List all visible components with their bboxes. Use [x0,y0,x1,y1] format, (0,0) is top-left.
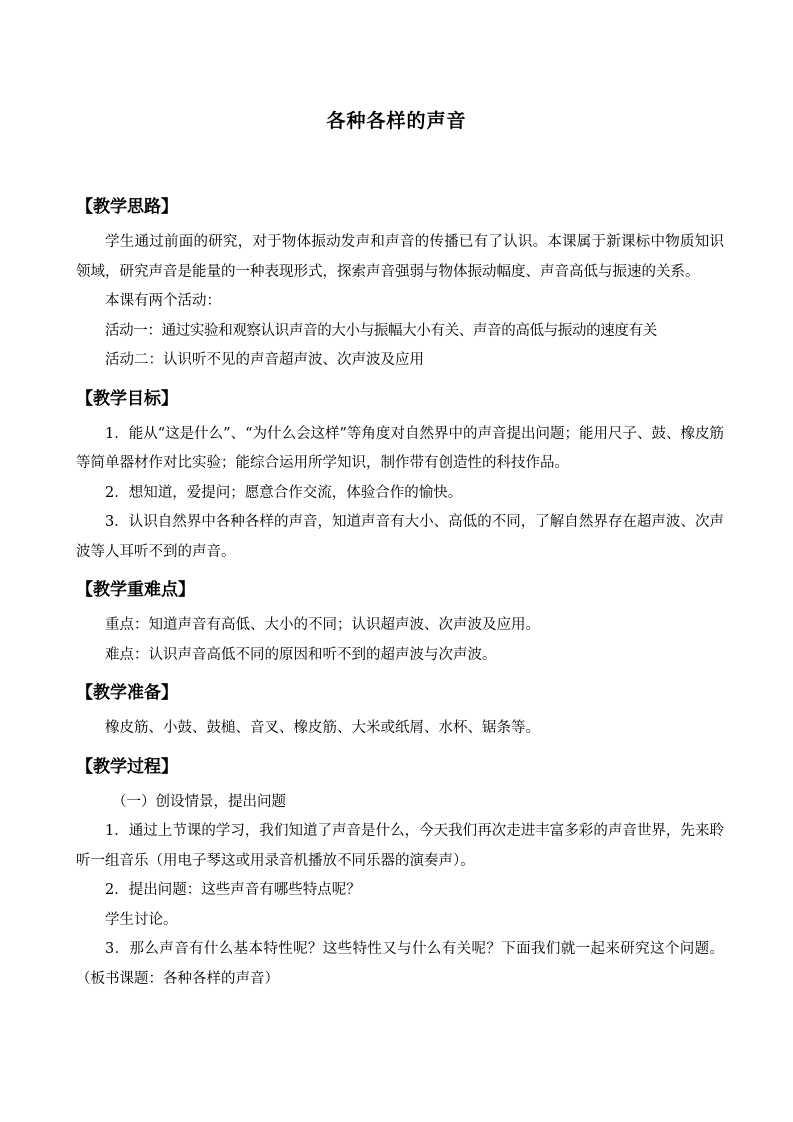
paragraph: 3．认识自然界中各种各样的声音，知道声音有大小、高低的不同，了解自然界存在超声波、次声波等人耳听不到的声音。 [76,514,724,560]
section-teaching-goals [76,382,724,568]
paragraph: 难点：认识声音高低不同的原因和听不到的超声波与次声波。 [105,646,497,663]
section-body [76,788,724,995]
section-body [76,420,724,568]
section-preparation [76,676,724,744]
paragraph: 学生通过前面的研究，对于物体振动发声和声音的传播已有了认识。本课属于新课标中物质知识领域，研究声音是能量的一种表现形式，探索声音强弱与物体振动幅度、声音高低与振速的关系。 [76,234,724,280]
paragraph: 2．提出问题：这些声音有哪些特点呢？ [105,882,361,898]
paragraph: 活动二：认识听不见的声音超声波、次声波及应用 [105,352,424,368]
paragraph: （一）创设情景，提出问题 [112,793,286,810]
section-body [76,611,724,670]
paragraph: 2．想知道，爱提问；愿意合作交流，体验合作的愉快。 [105,484,463,501]
section-teaching-approach [76,190,724,376]
document-title: 各种各样的声音 [326,110,467,132]
paragraph: 3．那么声音有什么基本特性呢？这些特性又与什么有关呢？下面我们就一起来研究这个问题。（板书课题：各种各样的声音） [76,941,724,987]
section-body [76,714,724,744]
paragraph: 橡皮筋、小鼓、鼓槌、音叉、橡皮筋、大米或纸屑、水杯、锯条等。 [105,720,540,736]
section-key-points [76,573,724,670]
paragraph: 1．通过上节课的学习，我们知道了声音是什么，今天我们再次走进丰富多彩的声音世界，先来聆听一组音乐（用电子琴这或用录音机播放不同乐器的演奏声）。 [76,823,724,869]
section-body [76,228,724,376]
paragraph: 重点：知道声音有高低、大小的不同；认识超声波、次声波及应用。 [105,617,540,633]
paragraph: 活动一：通过实验和观察认识声音的大小与振幅大小有关、声音的高低与振动的速度有关 [105,322,657,339]
paragraph: 本课有两个活动： [105,293,221,309]
section-heading: 【教学过程】 [76,756,178,777]
section-heading: 【教学准备】 [76,683,178,703]
section-heading: 【教学目标】 [76,388,178,409]
paragraph: 学生讨论。 [105,911,178,928]
section-heading: 【教学重难点】 [76,580,195,600]
section-heading: 【教学思路】 [76,197,178,217]
section-teaching-process [76,750,724,995]
document-content [76,190,724,1000]
paragraph: 1．能从“这是什么”、“为什么会这样”等角度对自然界中的声音提出问题；能用尺子、鼓、橡皮筋等简单器材作对比实验；能综合运用所学知识，制作带有创造性的科技作品。 [76,425,724,471]
